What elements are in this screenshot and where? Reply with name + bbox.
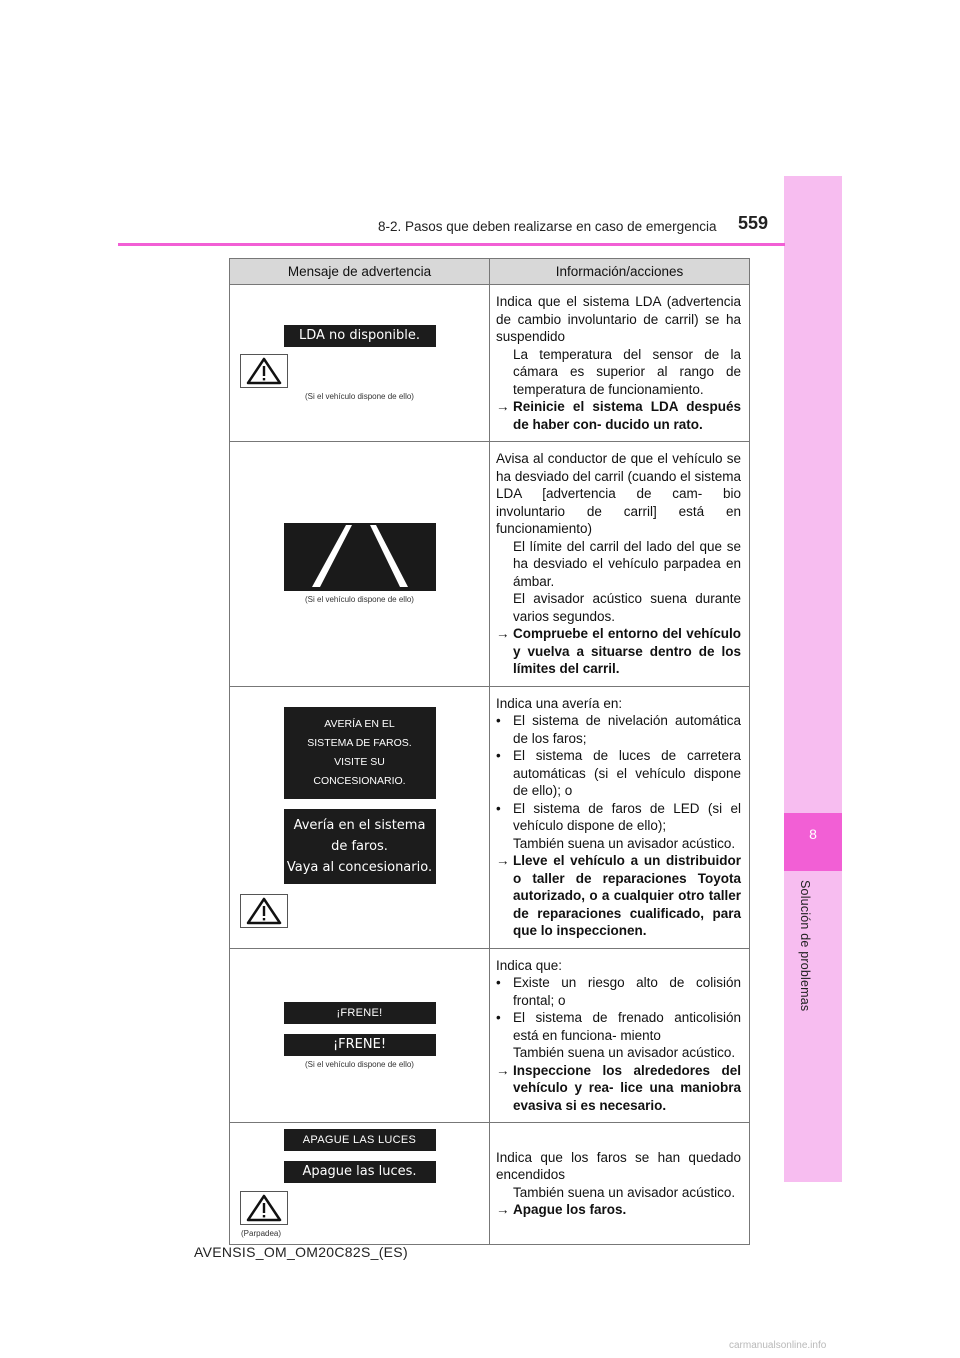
document-code: AVENSIS_OM_OM20C82S_(ES): [194, 1244, 408, 1260]
header-rule: [118, 243, 785, 246]
warning-display-cell: [230, 285, 490, 442]
arrow-icon: →: [496, 1202, 510, 1217]
display-message-bar: LDA no disponible.: [284, 325, 436, 347]
action-instruction: → Apague los faros.: [496, 1202, 627, 1217]
table-header-row: [230, 259, 750, 285]
info-text: Indica una avería en:: [496, 695, 623, 711]
header-info-actions: Información/acciones: [490, 259, 750, 285]
table-row: [230, 285, 750, 442]
arrow-icon: →: [496, 853, 510, 868]
warning-triangle-icon: [240, 354, 288, 388]
action-instruction: → Compruebe el entorno del vehículo y vuelva a situarse dentro de los límites del carril.: [496, 626, 741, 676]
table-row: [230, 948, 750, 1123]
table-row: [230, 442, 750, 687]
display-message-block: AVERÍA EN EL SISTEMA DE FAROS. VISITE SU CONCESIONARIO.: [284, 707, 436, 799]
info-text: Indica que el sistema LDA (advertencia de cambio involuntario de carril) se ha suspendido: [496, 294, 741, 344]
display-message-bar: APAGUE LAS LUCES: [284, 1129, 436, 1151]
warning-display-cell: [230, 686, 490, 948]
header-warning-message: Mensaje de advertencia: [230, 259, 490, 285]
warning-messages-table: [229, 258, 750, 1245]
list-item: • El sistema de faros de LED (si el vehículo dispone de ello);: [496, 800, 741, 833]
info-detail: También suena un avisador acústico.: [513, 1045, 736, 1060]
lane-departure-icon: [284, 523, 436, 591]
display-message-bar: Apague las luces.: [284, 1161, 436, 1183]
warning-display-cell: [230, 948, 490, 1123]
arrow-icon: →: [496, 626, 510, 641]
bullet-icon: •: [496, 748, 501, 763]
action-instruction: → Inspeccione los alrededores del vehículo y rea- lice una maniobra evasiva si es necesario.: [496, 1062, 741, 1113]
table-row: [230, 686, 750, 948]
bullet-icon: •: [496, 713, 501, 728]
bullet-icon: •: [496, 1010, 501, 1025]
info-text: Avisa al conductor de que el vehículo se ha desviado del carril (cuando el sistema LDA [advertencia de cam- bio involuntario de carril] está en funcionamiento): [496, 451, 741, 536]
info-actions-cell: [490, 686, 750, 948]
warning-display-cell: [230, 442, 490, 687]
info-text: Indica que los faros se han quedado encendidos: [496, 1149, 741, 1182]
chapter-title: Solución de problemas: [798, 880, 812, 1012]
display-message-block: Avería en el sistema de faros. Vaya al concesionario.: [284, 809, 436, 884]
info-detail: El límite del carril del lado del que se ha desviado el vehículo parpadea en ámbar.: [513, 538, 741, 589]
chapter-number-tab: [784, 813, 842, 871]
action-instruction: → Reinicie el sistema LDA después de haber con- ducido un rato.: [496, 399, 741, 432]
info-actions-cell: [490, 948, 750, 1123]
section-title: 8-2. Pasos que deben realizarse en caso de emergencia: [378, 219, 717, 234]
table-row: [230, 1123, 750, 1245]
blink-note: (Parpadea): [241, 1229, 282, 1238]
bullet-icon: •: [496, 800, 501, 816]
info-actions-cell: [490, 442, 750, 687]
page-number: 559: [738, 213, 769, 233]
list-item: • El sistema de nivelación automática de los faros;: [496, 713, 741, 746]
info-detail: También suena un avisador acústico.: [513, 1184, 736, 1200]
action-instruction: → Lleve el vehículo a un distribuidor o taller de reparaciones Toyota autorizado, o a cualquier otro taller de reparaciones cualificado, para que lo inspeccionen.: [496, 853, 741, 938]
info-actions-cell: [490, 1123, 750, 1245]
availability-note: (Si el vehículo dispone de ello): [305, 595, 414, 605]
chapter-number: 8: [809, 826, 817, 842]
bullet-icon: •: [496, 975, 501, 990]
availability-note: (Si el vehículo dispone de ello): [305, 392, 414, 401]
display-message-bar: ¡FRENE!: [284, 1002, 436, 1024]
info-text: Indica que:: [496, 957, 563, 973]
arrow-icon: →: [496, 399, 510, 414]
list-item: • El sistema de luces de carretera automáticas (si el vehículo dispone de ello); o: [496, 748, 741, 798]
display-message-bar: ¡FRENE!: [284, 1034, 436, 1056]
info-detail: El avisador acústico suena durante varios segundos.: [513, 591, 741, 624]
list-item: • El sistema de frenado anticolisión está en funciona- miento: [496, 1010, 741, 1043]
info-actions-cell: [490, 285, 750, 442]
list-item: • Existe un riesgo alto de colisión frontal; o: [496, 975, 741, 1008]
warning-display-cell: [230, 1123, 490, 1245]
availability-note: (Si el vehículo dispone de ello): [305, 1059, 414, 1069]
warning-triangle-icon: [240, 894, 288, 928]
site-watermark: carmanualsonline.info: [729, 1340, 827, 1351]
arrow-icon: →: [496, 1062, 510, 1078]
info-detail: También suena un avisador acústico.: [513, 835, 736, 851]
warning-triangle-icon: [240, 1191, 288, 1225]
info-detail: La temperatura del sensor de la cámara es superior al rango de temperatura de funcionamiento.: [513, 346, 741, 397]
